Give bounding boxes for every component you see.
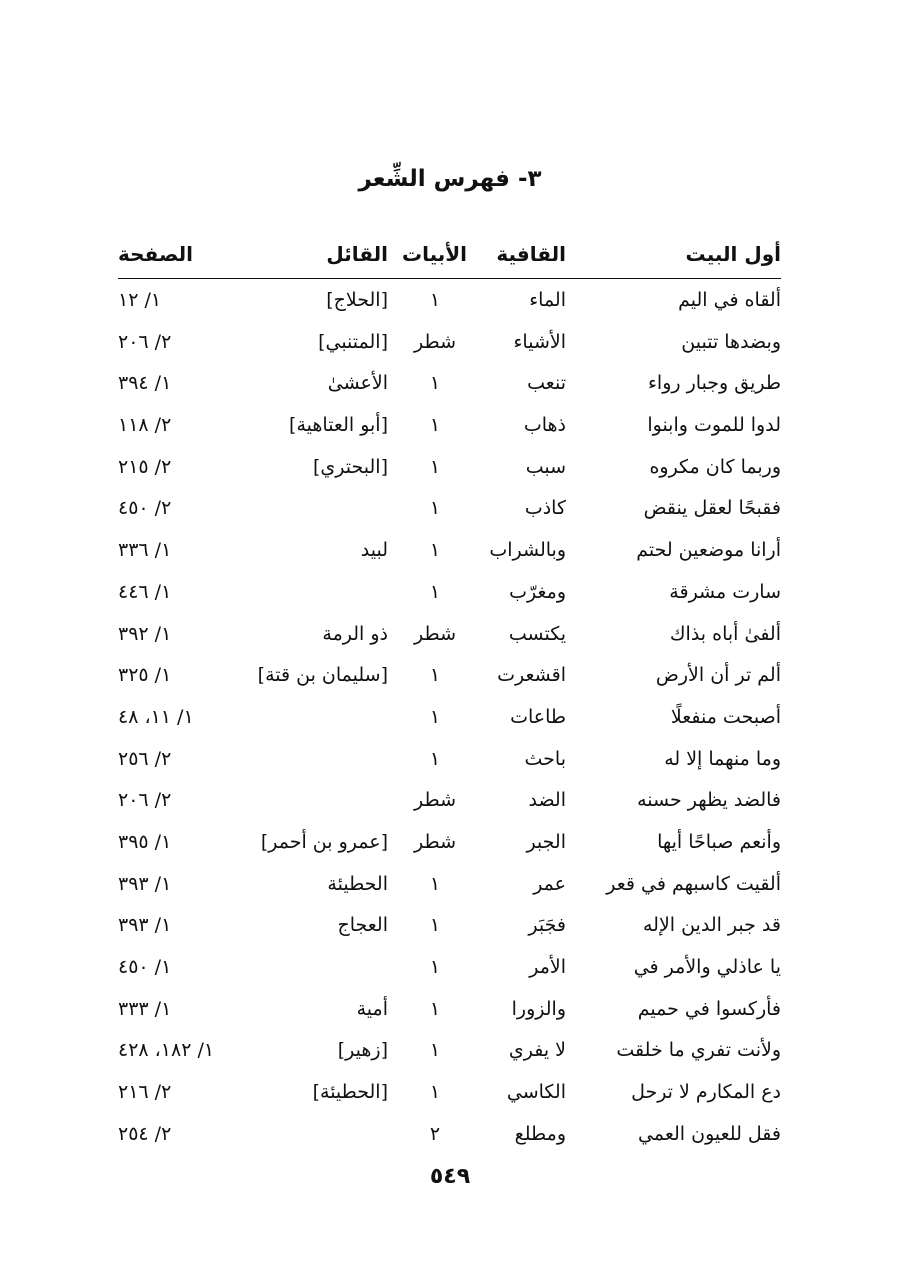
rhyme-cell: وبالشراب — [489, 539, 566, 562]
first-line-cell: فقبحًا لعقل ينقض — [643, 497, 781, 520]
table-row — [118, 907, 781, 949]
page-cell: ١/ ٣٩٢ — [118, 622, 172, 645]
page-cell: ١/ ١١، ٤٨ — [118, 705, 194, 728]
table-row — [118, 574, 781, 616]
verses-cell: ١ — [429, 997, 441, 1020]
table-row — [118, 991, 781, 1033]
verses-cell: شطر — [414, 830, 456, 853]
verses-cell: ١ — [429, 747, 441, 770]
first-line-cell: فالضد يظهر حسنه — [637, 789, 781, 812]
verses-cell: شطر — [414, 622, 456, 645]
header-first-line: أول البيت — [685, 242, 781, 266]
verses-cell: ١ — [429, 1039, 441, 1062]
table-row — [118, 657, 781, 699]
verses-cell: ١ — [429, 289, 441, 311]
page-number: ٥٤٩ — [429, 1164, 471, 1189]
page-cell: ١/ ٤٥٠ — [118, 956, 172, 978]
first-line-cell: ألم تر أن الأرض — [655, 664, 781, 687]
table-row — [118, 741, 781, 783]
first-line-cell: ألقيت كاسبهم في قعر — [606, 872, 781, 895]
poet-cell: [أبو العتاهية] — [289, 414, 388, 437]
rhyme-cell: باحث — [524, 747, 566, 770]
first-line-cell: أرانا موضعين لحتم — [636, 539, 781, 562]
rhyme-cell: طاعات — [510, 705, 566, 728]
poet-cell: لبيد — [360, 539, 388, 562]
header-rhyme: القافية — [496, 242, 566, 266]
verses-cell: ١ — [429, 872, 441, 895]
rhyme-cell: عمر — [533, 872, 566, 895]
table-row — [118, 1116, 781, 1158]
first-line-cell: فقل للعيون العمي — [638, 1122, 781, 1145]
verses-cell: ١ — [429, 705, 441, 728]
rhyme-cell: الكاسي — [506, 1081, 566, 1104]
table-row — [118, 324, 781, 366]
rhyme-cell: الأمر — [529, 956, 566, 978]
poet-cell: [سليمان بن قتة] — [257, 664, 388, 687]
rhyme-cell: ذهاب — [523, 414, 566, 437]
poet-cell: [عمرو بن أحمر] — [260, 830, 388, 853]
table-row — [118, 282, 781, 324]
rhyme-cell: ومطلع — [514, 1122, 566, 1145]
verses-cell: شطر — [414, 330, 456, 353]
first-line-cell: دع المكارم لا ترحل — [631, 1081, 781, 1104]
rhyme-cell: الماء — [529, 289, 566, 311]
verses-cell: ١ — [429, 956, 441, 978]
page-cell: ١/ ٣٣٦ — [118, 539, 172, 562]
page-cell: ٢/ ٢٠٦ — [118, 789, 172, 812]
verses-cell: ١ — [429, 497, 441, 520]
verses-cell: ١ — [429, 580, 441, 603]
page-cell: ٢/ ٢٥٦ — [118, 747, 172, 770]
table-row — [118, 782, 781, 824]
poet-cell: [الحطيئة] — [312, 1081, 388, 1104]
table-row — [118, 1074, 781, 1116]
first-line-cell: وما منهما إلا له — [664, 747, 781, 770]
first-line-cell: فأركسوا في حميم — [637, 997, 781, 1020]
page-cell: ١/ ٣٩٥ — [118, 830, 172, 853]
verses-cell: ١ — [429, 1081, 441, 1104]
first-line-cell: وأنعم صباحًا أيها — [657, 830, 781, 853]
table-row — [118, 866, 781, 908]
first-line-cell: لدوا للموت وابنوا — [647, 414, 781, 437]
first-line-cell: وربما كان مكروه — [649, 455, 781, 478]
header-verses: الأبيات — [401, 242, 467, 266]
verses-cell: ٢ — [429, 1122, 441, 1145]
rhyme-cell: لا يفري — [508, 1039, 566, 1062]
verses-cell: ١ — [429, 455, 441, 478]
table-body — [118, 279, 781, 1157]
first-line-cell: قد جبر الدين الإله — [642, 914, 781, 937]
page-cell: ١/ ٣٩٣ — [118, 914, 172, 937]
table-row — [118, 699, 781, 741]
first-line-cell: ألفىٰ أباه بذاك — [669, 622, 781, 645]
verses-cell: ١ — [429, 539, 441, 562]
rhyme-cell: والزورا — [511, 997, 566, 1020]
rhyme-cell: تنعب — [527, 372, 566, 395]
table-row — [118, 824, 781, 866]
page-cell: ٢/ ٢٥٤ — [118, 1122, 172, 1145]
poet-cell: الحطيئة — [327, 872, 388, 895]
rhyme-cell: يكتسب — [508, 622, 566, 645]
poet-cell: العجاج — [337, 914, 388, 937]
page-cell: ١/ ٣٩٤ — [118, 372, 172, 395]
rhyme-cell: سبب — [525, 455, 566, 478]
header-poet: القائل — [326, 242, 388, 266]
table-row — [118, 1032, 781, 1074]
page-cell: ١/ ٣٢٥ — [118, 664, 172, 687]
first-line-cell: ولأنت تفري ما خلقت — [616, 1039, 781, 1062]
poetry-index-table — [118, 236, 781, 1157]
verses-cell: ١ — [429, 664, 441, 687]
poet-cell: [الحلاج] — [326, 289, 388, 311]
verses-cell: ١ — [429, 914, 441, 937]
rhyme-cell: فجَبَر — [528, 914, 566, 937]
page-cell: ٢/ ٢١٦ — [118, 1081, 172, 1104]
page-cell: ٢/ ٤٥٠ — [118, 497, 172, 520]
verses-cell: ١ — [429, 372, 441, 395]
poet-cell: أمية — [356, 997, 388, 1020]
table-row — [118, 949, 781, 991]
rhyme-cell: ومغرّب — [509, 580, 566, 603]
poet-cell: [البحتري] — [313, 455, 388, 478]
rhyme-cell: كاذب — [524, 497, 566, 520]
verses-cell: شطر — [414, 789, 456, 812]
rhyme-cell: الضد — [528, 789, 566, 812]
first-line-cell: أصبحت منفعلًا — [670, 705, 781, 728]
rhyme-cell: الجبر — [526, 830, 566, 853]
first-line-cell: طريق وجبار رواء — [648, 372, 781, 395]
poet-cell: [زهير] — [337, 1039, 388, 1062]
header-page: الصفحة — [118, 242, 194, 266]
verses-cell: ١ — [429, 414, 441, 437]
poet-cell: الأعشىٰ — [327, 372, 388, 395]
first-line-cell: سارت مشرقة — [669, 580, 781, 603]
table-row — [118, 365, 781, 407]
table-row — [118, 407, 781, 449]
table-row — [118, 532, 781, 574]
page-cell: ١/ ٣٩٣ — [118, 872, 172, 895]
page-cell: ١/ ٤٤٦ — [118, 580, 172, 603]
page-cell: ١/ ١٨٢، ٤٢٨ — [118, 1039, 215, 1062]
first-line-cell: يا عاذلي والأمر في — [633, 956, 781, 978]
page-cell: ٢/ ١١٨ — [118, 414, 172, 437]
table-row — [118, 616, 781, 658]
table-header — [118, 236, 781, 279]
rhyme-cell: اقشعرت — [497, 664, 566, 687]
rhyme-cell: الأشياء — [513, 330, 566, 353]
page-cell: ١/ ١٢ — [118, 289, 162, 311]
table-row — [118, 449, 781, 491]
poet-cell: [المتنبي] — [318, 330, 388, 353]
table-row — [118, 490, 781, 532]
page-cell: ٢/ ٢٠٦ — [118, 330, 172, 353]
poet-cell: ذو الرمة — [322, 622, 388, 645]
first-line-cell: ألقاه في اليم — [678, 289, 781, 311]
first-line-cell: وبضدها تتبين — [681, 330, 781, 353]
page-cell: ١/ ٣٣٣ — [118, 997, 172, 1020]
page-cell: ٢/ ٢١٥ — [118, 455, 172, 478]
page-title: ٣- فهرس الشِّعر — [358, 166, 542, 192]
